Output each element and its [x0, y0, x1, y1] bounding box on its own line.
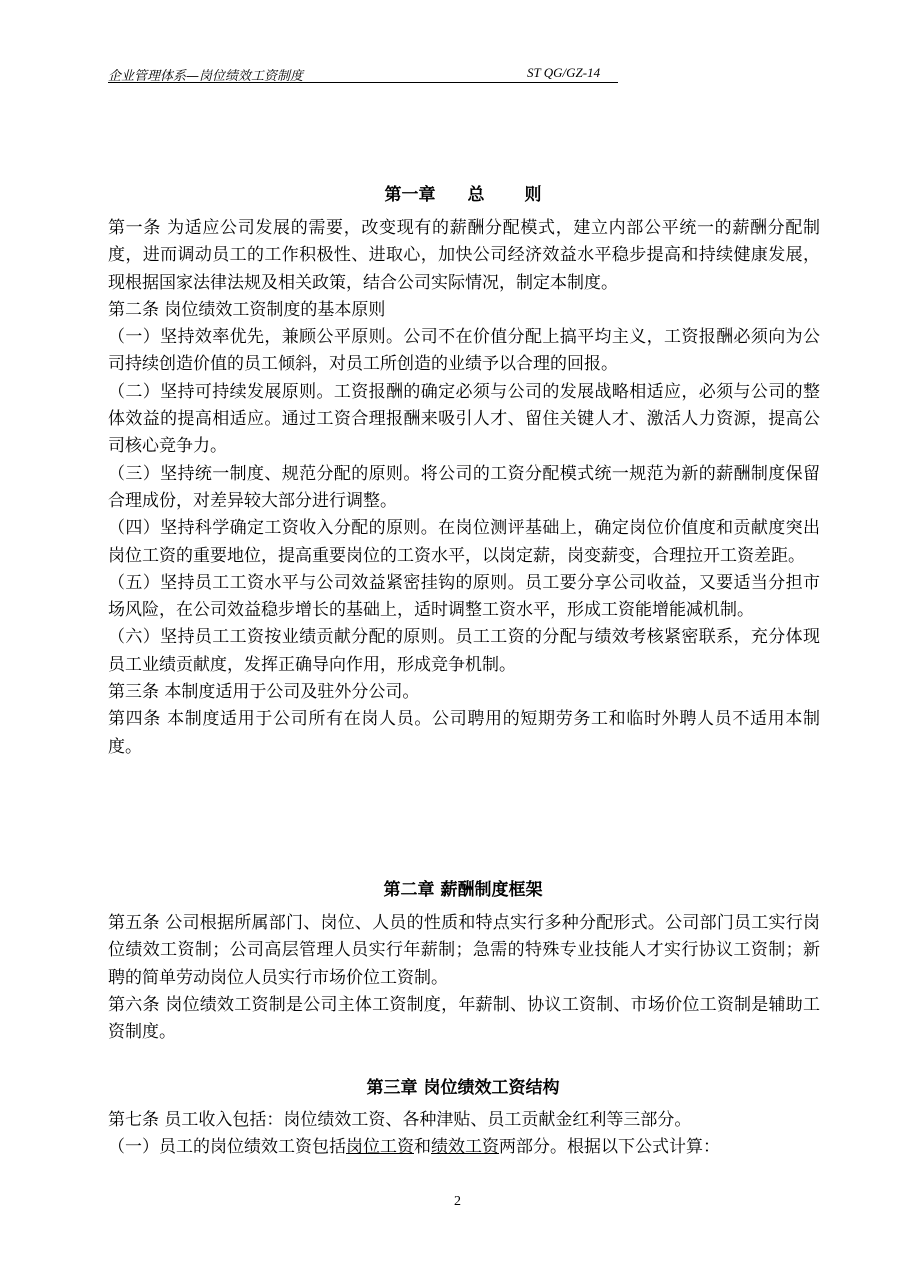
chapter-1-title-part: 第一章 — [384, 185, 436, 205]
principle-4: （四）坚持科学确定工资收入分配的原则。在岗位测评基础上，确定岗位价值度和贡献度突出岗位工资的重要地位，提高重要岗位的工资水平，以岗定薪，岗变薪变，合理拉开工资差距。 — [108, 518, 820, 566]
clause-1 — [108, 1134, 820, 1161]
chapter-1-title — [108, 180, 818, 205]
article-4: 第四条 本制度适用于公司所有在岗人员。公司聘用的短期劳务工和临时外聘人员不适用本制度。 — [108, 709, 820, 757]
clause-1-post: 两部分。根据以下公式计算： — [499, 1137, 720, 1158]
chapter-3-title: 第三章 岗位绩效工资结构 — [366, 1078, 560, 1098]
term-performance-wage: 绩效工资 — [431, 1137, 499, 1158]
article-6: 第六条 岗位绩效工资制是公司主体工资制度，年薪制、协议工资制、市场价位工资制是辅助工资制度。 — [108, 994, 820, 1043]
article-1: 第一条 为适应公司发展的需要，改变现有的薪酬分配模式，建立内部公平统一的薪酬分配制度，进而调动员工的工作积极性、进取心，加快公司经济效益水平稳步提高和持续健康发展，现根据国家法律法规及相关政策，结合公司实际情况，制定本制度。 — [108, 218, 820, 293]
principle-1: （一）坚持效率优先，兼顾公平原则。公司不在价值分配上搞平均主义，工资报酬必须向为公司持续创造价值的员工倾斜，对员工所创造的业绩予以合理的回报。 — [108, 327, 820, 375]
header-code: ST QG/GZ-14 — [527, 65, 601, 80]
principle-5: （五）坚持员工工资水平与公司效益紧密挂钩的原则。员工要分享公司收益，又要适当分担市场风险，在公司效益稳步增长的基础上，适时调整工资水平，形成工资能增能减机制。 — [108, 572, 820, 621]
header-title: 企业管理体系—岗位绩效工资制度 — [108, 69, 304, 84]
article-7: 第七条 员工收入包括：岗位绩效工资、各种津贴、员工贡献金红利等三部分。 — [108, 1110, 692, 1130]
page-number: 2 — [454, 1194, 461, 1209]
article-5: 第五条 公司根据所属部门、岗位、人员的性质和特点实行多种分配形式。公司部门员工实行岗位绩效工资制；公司高层管理人员实行年薪制；急需的特殊专业技能人才实行协议工资制；新聘的简单劳动岗位人员实行市场价位工资制。 — [108, 913, 820, 988]
chapter-1-title-part: 则 — [524, 185, 542, 205]
principle-3: （三）坚持统一制度、规范分配的原则。将公司的工资分配模式统一规范为新的薪酬制度保留合理成份，对差异较大部分进行调整。 — [108, 463, 820, 511]
article-2: 第二条 岗位绩效工资制度的基本原则 — [108, 299, 386, 320]
chapter-2-title: 第二章 薪酬制度框架 — [383, 880, 543, 900]
clause-1-mid: 和 — [414, 1137, 431, 1158]
chapter-1-body — [108, 215, 820, 761]
article-3: 第三条 本制度适用于公司及驻外分公司。 — [108, 682, 420, 703]
chapter-3-body — [108, 1107, 820, 1162]
principle-2: （二）坚持可持续发展原则。工资报酬的确定必须与公司的发展战略相适应，必须与公司的整体效益的提高相适应。通过工资合理报酬来吸引人才、留住关键人才、激活人力资源，提高公司核心竞争力。 — [108, 381, 820, 457]
chapter-2-body — [108, 910, 820, 1046]
term-position-wage: 岗位工资 — [346, 1137, 414, 1158]
chapter-1-title-part: 总 — [467, 185, 485, 205]
clause-1-pre: （一）员工的岗位绩效工资包括 — [108, 1137, 346, 1158]
principle-6: （六）坚持员工工资按业绩贡献分配的原则。员工工资的分配与绩效考核紧密联系，充分体现员工业绩贡献度，发挥正确导向作用，形成竞争机制。 — [108, 627, 820, 675]
header-rule — [108, 82, 618, 83]
